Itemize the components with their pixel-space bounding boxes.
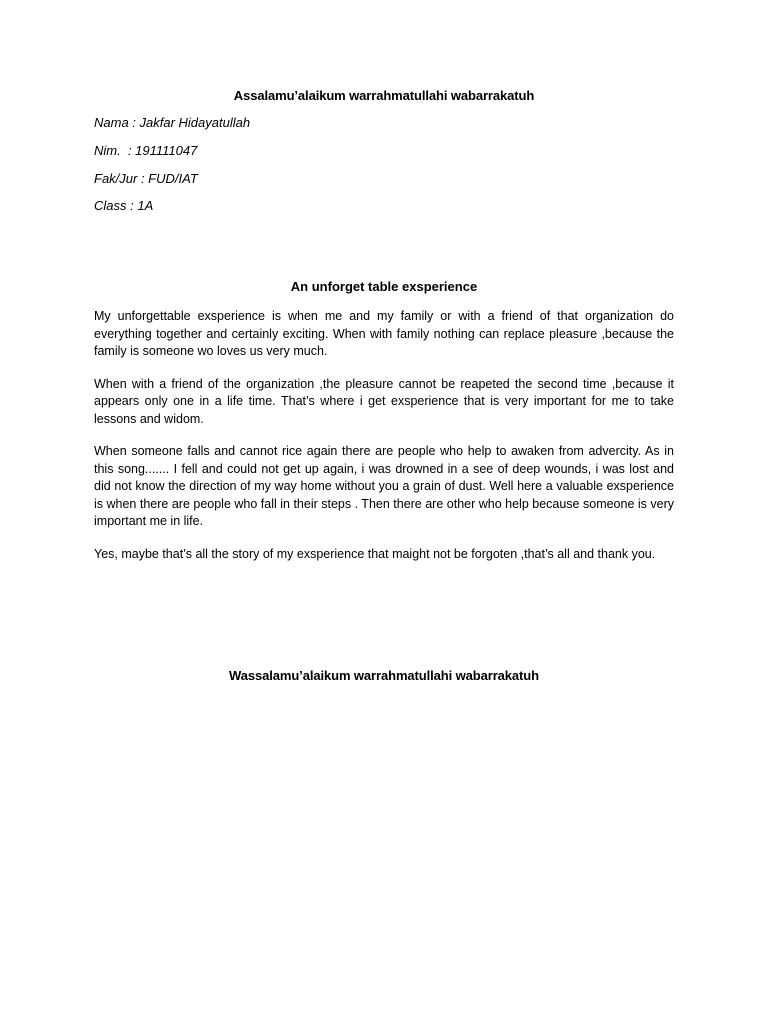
essay-paragraph-2: When with a friend of the organization ,the pleasure cannot be reapeted the second time ,because it appears only one in a life time. That’s where i get exsperience that is very important for me to take lessons and widom. (94, 376, 674, 426)
essay-paragraph-1: My unforgettable exsperience is when me and my family or with a friend of that organization do everything together and certainly exciting. When with family nothing can replace pleasure ,because the family is someone wo loves us very much. (94, 309, 674, 358)
student-nim: Nim. : 191111047 (94, 143, 198, 158)
student-class: Class : 1A (94, 198, 154, 213)
essay-paragraph-3: When someone falls and cannot rice again there are people who help to awaken from advercity. As in this song....... I fell and could not get up again, i was drowned in a see of deep wounds, i was lost and did not know the direction of my way home without you a grain of dust. Well here a valuable exsperience is when there are people who fall in their steps . Then there are other who help because someone is very important me in life. (94, 444, 674, 528)
essay-body (94, 308, 674, 578)
essay-paragraph-4: Yes, maybe that’s all the story of my exsperience that maight not be forgoten ,that’s all and thank you. (94, 546, 656, 561)
student-faculty: Fak/Jur : FUD/IAT (94, 171, 198, 186)
closing-greeting: Wassalamu’alaikum warrahmatullahi wabarrakatuh (229, 668, 539, 683)
opening-greeting: Assalamu’alaikum warrahmatullahi wabarrakatuh (233, 88, 535, 103)
student-name: Nama : Jakfar Hidayatullah (94, 115, 251, 130)
essay-title: An unforget table exsperience (290, 279, 478, 294)
